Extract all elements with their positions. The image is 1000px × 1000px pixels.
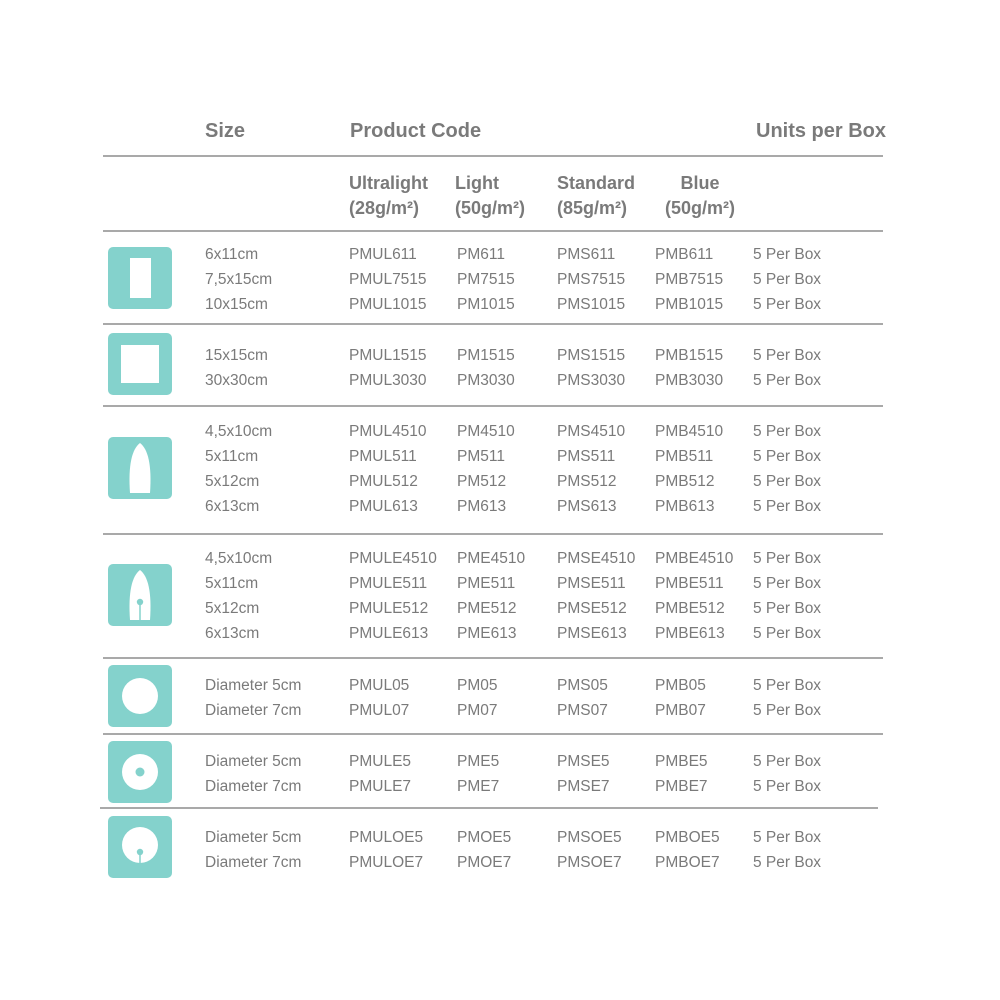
standard-subheader [557, 171, 635, 221]
standard-code-cell: PMS511 [557, 448, 616, 465]
blue-name: Blue [680, 173, 720, 193]
units-cell: 5 Per Box [753, 271, 822, 288]
blue-subheader [660, 171, 740, 221]
light-code-cell: PME4510 [457, 550, 526, 567]
blue-code-cell: PMB1015 [655, 296, 724, 313]
group-rule [103, 733, 883, 735]
size-cell: 5x11cm [205, 448, 259, 465]
blue-code-cell: PMB3030 [655, 372, 724, 389]
ultralight-code-cell: PMULE5 [349, 753, 412, 770]
standard-code-cell: PMS613 [557, 498, 617, 515]
size-cell: Diameter 7cm [205, 778, 302, 795]
blue-code-cell: PMBE7 [655, 778, 708, 795]
size-header: Size [205, 120, 246, 142]
blue-code-cell: PMB511 [655, 448, 714, 465]
standard-code-cell: PMSE7 [557, 778, 610, 795]
size-cell: 30x30cm [205, 372, 268, 389]
ultralight-code-cell: PMULOE5 [349, 829, 424, 846]
blue-code-cell: PMBE511 [655, 575, 724, 592]
ultralight-code-cell: PMUL7515 [349, 271, 427, 288]
size-cell: 10x15cm [205, 296, 268, 313]
size-cell: 7,5x15cm [205, 271, 273, 288]
blue-weight: (50g/m²) [664, 198, 735, 218]
units-cell: 5 Per Box [753, 423, 822, 440]
blue-code-cell: PMB7515 [655, 271, 724, 288]
units-cell: 5 Per Box [753, 473, 822, 490]
blue-code-cell: PMBE5 [655, 753, 708, 770]
ultralight-weight: (28g/m²) [349, 198, 420, 218]
light-code-cell: PM1515 [457, 347, 515, 364]
group-rule [103, 657, 883, 659]
light-subheader [455, 171, 525, 221]
units-cell: 5 Per Box [753, 625, 822, 642]
ultralight-code-cell: PMUL4510 [349, 423, 427, 440]
standard-code-cell: PMS05 [557, 677, 608, 694]
size-cell: Diameter 7cm [205, 702, 302, 719]
standard-code-cell: PMSE511 [557, 575, 626, 592]
blue-code-cell: PMB07 [655, 702, 706, 719]
ultralight-code-cell: PMUL511 [349, 448, 417, 465]
ultralight-code-cell: PMULE7 [349, 778, 412, 795]
blue-code-cell: PMBOE7 [655, 854, 720, 871]
size-cell: 5x12cm [205, 600, 260, 617]
circle-icon [108, 665, 172, 727]
blue-code-cell: PMBE4510 [655, 550, 734, 567]
light-code-cell: PME7 [457, 778, 500, 795]
ultralight-code-cell: PMUL1015 [349, 296, 427, 313]
light-code-cell: PM511 [457, 448, 505, 465]
size-cell: Diameter 5cm [205, 829, 302, 846]
ultralight-code-cell: PMULOE7 [349, 854, 424, 871]
light-code-cell: PM07 [457, 702, 498, 719]
ultralight-code-cell: PMUL07 [349, 702, 410, 719]
pointed-oval-with-slit-icon [108, 564, 172, 626]
units-cell: 5 Per Box [753, 600, 822, 617]
square-icon [108, 333, 172, 395]
standard-code-cell: PMS07 [557, 702, 608, 719]
light-code-cell: PM1015 [457, 296, 515, 313]
size-cell: 15x15cm [205, 347, 268, 364]
ultralight-code-cell: PMULE613 [349, 625, 429, 642]
light-weight: (50g/m²) [455, 198, 526, 218]
group-rule [103, 405, 883, 407]
size-cell: 4,5x10cm [205, 550, 273, 567]
units-cell: 5 Per Box [753, 296, 822, 313]
light-code-cell: PME613 [457, 625, 517, 642]
units-cell: 5 Per Box [753, 753, 822, 770]
standard-code-cell: PMS7515 [557, 271, 626, 288]
blue-code-cell: PMBE613 [655, 625, 725, 642]
group-rule [100, 807, 878, 809]
standard-weight: (85g/m²) [557, 198, 628, 218]
blue-code-cell: PMBOE5 [655, 829, 720, 846]
blue-code-cell: PMB1515 [655, 347, 724, 364]
size-cell: 5x12cm [205, 473, 260, 490]
size-cell: Diameter 7cm [205, 854, 302, 871]
units-cell: 5 Per Box [753, 854, 822, 871]
size-cell: Diameter 5cm [205, 677, 302, 694]
units-cell: 5 Per Box [753, 829, 822, 846]
light-code-cell: PM05 [457, 677, 498, 694]
rectangle-portrait-icon [108, 247, 172, 309]
blue-code-cell: PMB4510 [655, 423, 724, 440]
light-code-cell: PME511 [457, 575, 516, 592]
standard-code-cell: PMS512 [557, 473, 617, 490]
light-code-cell: PME5 [457, 753, 500, 770]
light-code-cell: PM512 [457, 473, 507, 490]
standard-code-cell: PMS611 [557, 246, 616, 263]
ultralight-code-cell: PMUL3030 [349, 372, 427, 389]
ultralight-code-cell: PMUL611 [349, 246, 417, 263]
circle-with-slit-icon [108, 816, 172, 878]
units-cell: 5 Per Box [753, 677, 822, 694]
size-cell: 6x11cm [205, 246, 259, 263]
standard-name: Standard [557, 173, 636, 193]
units-per-box-header: Units per Box [756, 120, 887, 142]
units-cell: 5 Per Box [753, 347, 822, 364]
standard-code-cell: PMS4510 [557, 423, 626, 440]
standard-code-cell: PMS1015 [557, 296, 626, 313]
light-code-cell: PMOE7 [457, 854, 512, 871]
group-rule [103, 533, 883, 535]
light-code-cell: PMOE5 [457, 829, 512, 846]
ultralight-code-cell: PMUL613 [349, 498, 418, 515]
units-cell: 5 Per Box [753, 778, 822, 795]
units-cell: 5 Per Box [753, 575, 822, 592]
standard-code-cell: PMS1515 [557, 347, 626, 364]
ring-icon [108, 741, 172, 803]
size-cell: 5x11cm [205, 575, 259, 592]
size-cell: Diameter 5cm [205, 753, 302, 770]
pointed-oval-icon [108, 437, 172, 499]
light-code-cell: PM611 [457, 246, 505, 263]
standard-code-cell: PMSE613 [557, 625, 627, 642]
standard-code-cell: PMS3030 [557, 372, 626, 389]
units-cell: 5 Per Box [753, 246, 822, 263]
light-code-cell: PME512 [457, 600, 517, 617]
units-cell: 5 Per Box [753, 702, 822, 719]
units-cell: 5 Per Box [753, 550, 822, 567]
ultralight-subheader [349, 171, 428, 221]
standard-code-cell: PMSE5 [557, 753, 610, 770]
ultralight-code-cell: PMULE512 [349, 600, 429, 617]
size-cell: 4,5x10cm [205, 423, 273, 440]
units-cell: 5 Per Box [753, 498, 822, 515]
units-cell: 5 Per Box [753, 448, 822, 465]
size-cell: 6x13cm [205, 625, 260, 642]
light-code-cell: PM3030 [457, 372, 515, 389]
light-name: Light [455, 173, 499, 193]
blue-code-cell: PMB512 [655, 473, 715, 490]
standard-code-cell: PMSE512 [557, 600, 627, 617]
header-rule [103, 155, 883, 157]
blue-code-cell: PMB05 [655, 677, 706, 694]
standard-code-cell: PMSOE5 [557, 829, 622, 846]
standard-code-cell: PMSOE7 [557, 854, 622, 871]
standard-code-cell: PMSE4510 [557, 550, 636, 567]
ultralight-code-cell: PMULE511 [349, 575, 428, 592]
blue-code-cell: PMB611 [655, 246, 714, 263]
ultralight-name: Ultralight [349, 173, 428, 193]
size-cell: 6x13cm [205, 498, 260, 515]
blue-code-cell: PMB613 [655, 498, 715, 515]
ultralight-code-cell: PMUL512 [349, 473, 418, 490]
blue-code-cell: PMBE512 [655, 600, 725, 617]
light-code-cell: PM7515 [457, 271, 515, 288]
ultralight-code-cell: PMUL05 [349, 677, 410, 694]
group-rule [103, 323, 883, 325]
units-cell: 5 Per Box [753, 372, 822, 389]
ultralight-code-cell: PMUL1515 [349, 347, 427, 364]
subheader-rule [103, 230, 883, 232]
light-code-cell: PM613 [457, 498, 507, 515]
light-code-cell: PM4510 [457, 423, 515, 440]
ultralight-code-cell: PMULE4510 [349, 550, 437, 567]
product-code-header: Product Code [350, 120, 482, 142]
